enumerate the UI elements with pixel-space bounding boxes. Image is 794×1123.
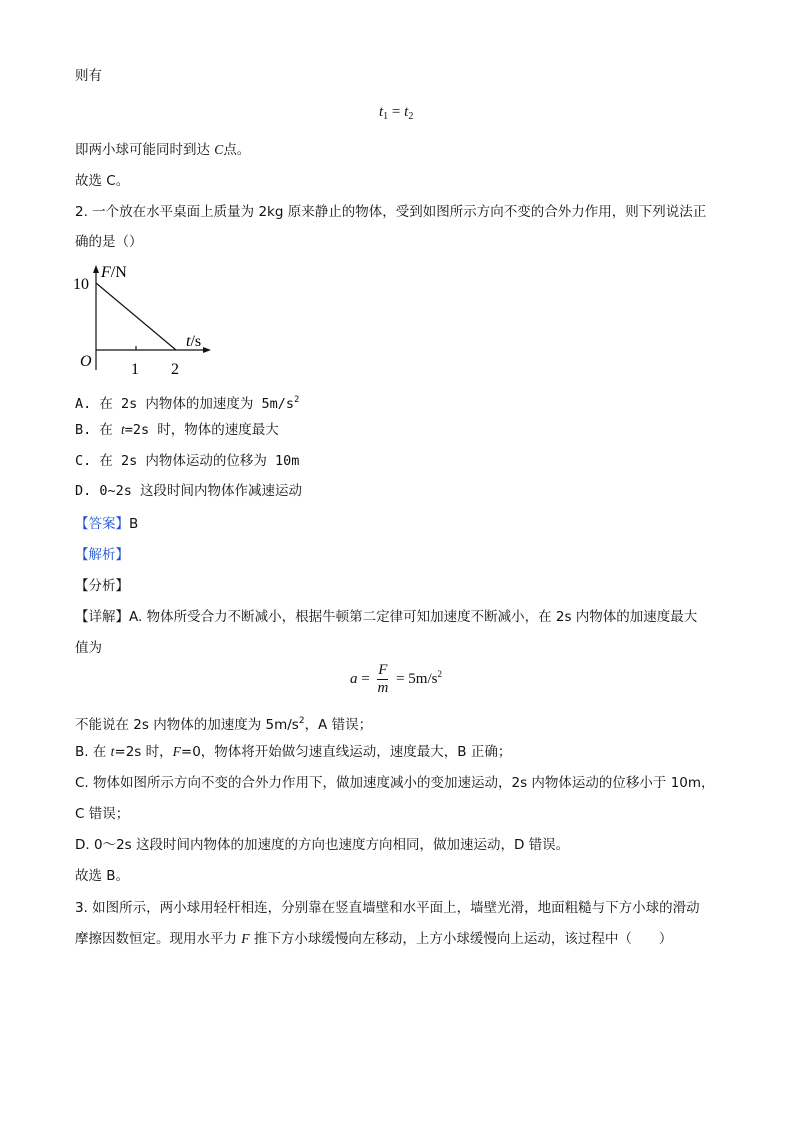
option-d: D. 0~2s 这段时间内物体作减速运动 — [75, 483, 303, 499]
text-line: 故选 C。 — [75, 173, 130, 189]
question-2-text: 2. 一个放在水平桌面上质量为 2kg 原来静止的物体，受到如图所示方向不变的合外力作用，则下列说法正 — [75, 204, 707, 220]
detail-line: 不能说在 2s 内物体的加速度为 $5m/s^2$，A 错误； — [75, 716, 373, 733]
question-2-text: 确的是（） — [75, 234, 143, 250]
detail-line: C 错误； — [75, 806, 130, 822]
option-c: C. 在 2s 内物体运动的位移为 10m — [75, 453, 300, 469]
force-line — [96, 283, 176, 350]
x-tick-label: 2 — [171, 361, 179, 378]
y-axis-arrow-icon — [93, 265, 99, 273]
x-axis-label: t/s — [186, 333, 202, 350]
analysis-tag: 【解析】 — [75, 547, 129, 563]
detail-line: 故选 B。 — [75, 868, 130, 884]
option-a: A. 在 2s 内物体的加速度为 $5m/s^2$ — [75, 395, 300, 412]
text-line: 即两小球可能同时到达 C点。 — [75, 142, 251, 158]
text-line: 则有 — [75, 68, 102, 84]
question-3-text: 摩擦因数恒定。现用水平力 F 推下方小球缓慢向左移动，上方小球缓慢向上运动，该过程中（ ） — [75, 931, 673, 947]
x-axis-arrow-icon — [203, 347, 211, 353]
fenxi-tag: 【分析】 — [75, 578, 129, 594]
answer-tag: 【答案】 — [75, 516, 129, 532]
detail-line: 【详解】A. 物体所受合力不断减小，根据牛顿第二定律可知加速度不断减小，在 2s 内物体的加速度最大 — [75, 609, 698, 625]
fraction: $\frac{F}{m}$ — [377, 662, 389, 696]
question-3-text: 3. 如图所示，两小球用轻杆相连，分别靠在竖直墙壁和水平面上，墙壁光滑，地面粗糙与下方小球的滑动 — [75, 900, 700, 916]
equation-t1-t2: $t_1 = t_2$ — [379, 104, 414, 122]
force-time-graph — [70, 262, 220, 382]
x-tick-label: 1 — [131, 361, 139, 378]
y-axis-label: F/N — [101, 264, 127, 281]
option-b: B. 在 t=2s 时，物体的速度最大 — [75, 422, 279, 438]
detail-line: 值为 — [75, 640, 102, 656]
origin-label: O — [80, 353, 92, 370]
equation-acceleration: a = $\frac{F}{m}$ = $5m/s^2$ — [350, 662, 442, 696]
detail-line: B. 在 t=2s 时，F=0，物体将开始做匀速直线运动，速度最大，B 正确； — [75, 744, 512, 760]
answer-line: 【答案】B — [75, 516, 139, 532]
y-tick-label: 10 — [73, 276, 89, 293]
detail-line: D. 0～2s 这段时间内物体的加速度的方向也速度方向相同，做加速运动，D 错误。 — [75, 837, 570, 853]
detail-line: C. 物体如图所示方向不变的合外力作用下，做加速度减小的变加速运动，2s 内物体运动的位移小于 10m， — [75, 775, 715, 791]
